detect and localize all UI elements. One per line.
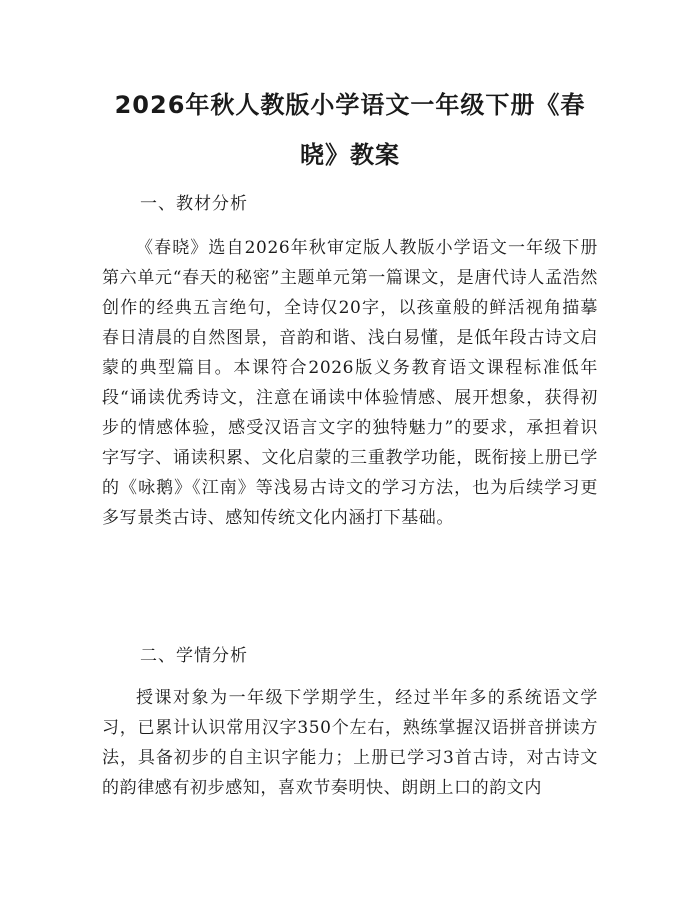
section-paragraph-materials: 《春晓》选自2026年秋审定版人教版小学语文一年级下册第六单元“春天的秘密”主题单元第一篇课文，是唐代诗人孟浩然创作的经典五言绝句，全诗仅20字，以孩童般的鲜活视角描摹春日清晨的自然图景，音韵和谐、浅白易懂，是低年段古诗文启蒙的典型篇目。本课符合2026版义务教育语文课程标准低年段“诵读优秀诗文，注意在诵读中体验情感、展开想象，获得初步的情感体验，感受汉语言文字的独特魅力”的要求，承担着识字写字、诵读积累、文化启蒙的三重教学功能，既衔接上册已学的《咏鹅》《江南》等浅易古诗文的学习方法，也为后续学习更多写景类古诗、感知传统文化内涵打下基础。 — [102, 238, 598, 528]
section-paragraph-students: 授课对象为一年级下学期学生，经过半年多的系统语文学习，已累计认识常用汉字350个左右，熟练掌握汉语拼音拼读方法，具备初步的自主识字能力；上册已学习3首古诗，对古诗文的韵律感有初步感知，喜欢节奏明快、朗朗上口的韵文内 — [102, 688, 598, 798]
document-title: 2026年秋人教版小学语文一年级下册《春晓》教案 — [114, 91, 586, 169]
section-heading-students: 二、学情分析 — [140, 646, 248, 666]
section-heading-materials: 一、教材分析 — [140, 194, 248, 214]
